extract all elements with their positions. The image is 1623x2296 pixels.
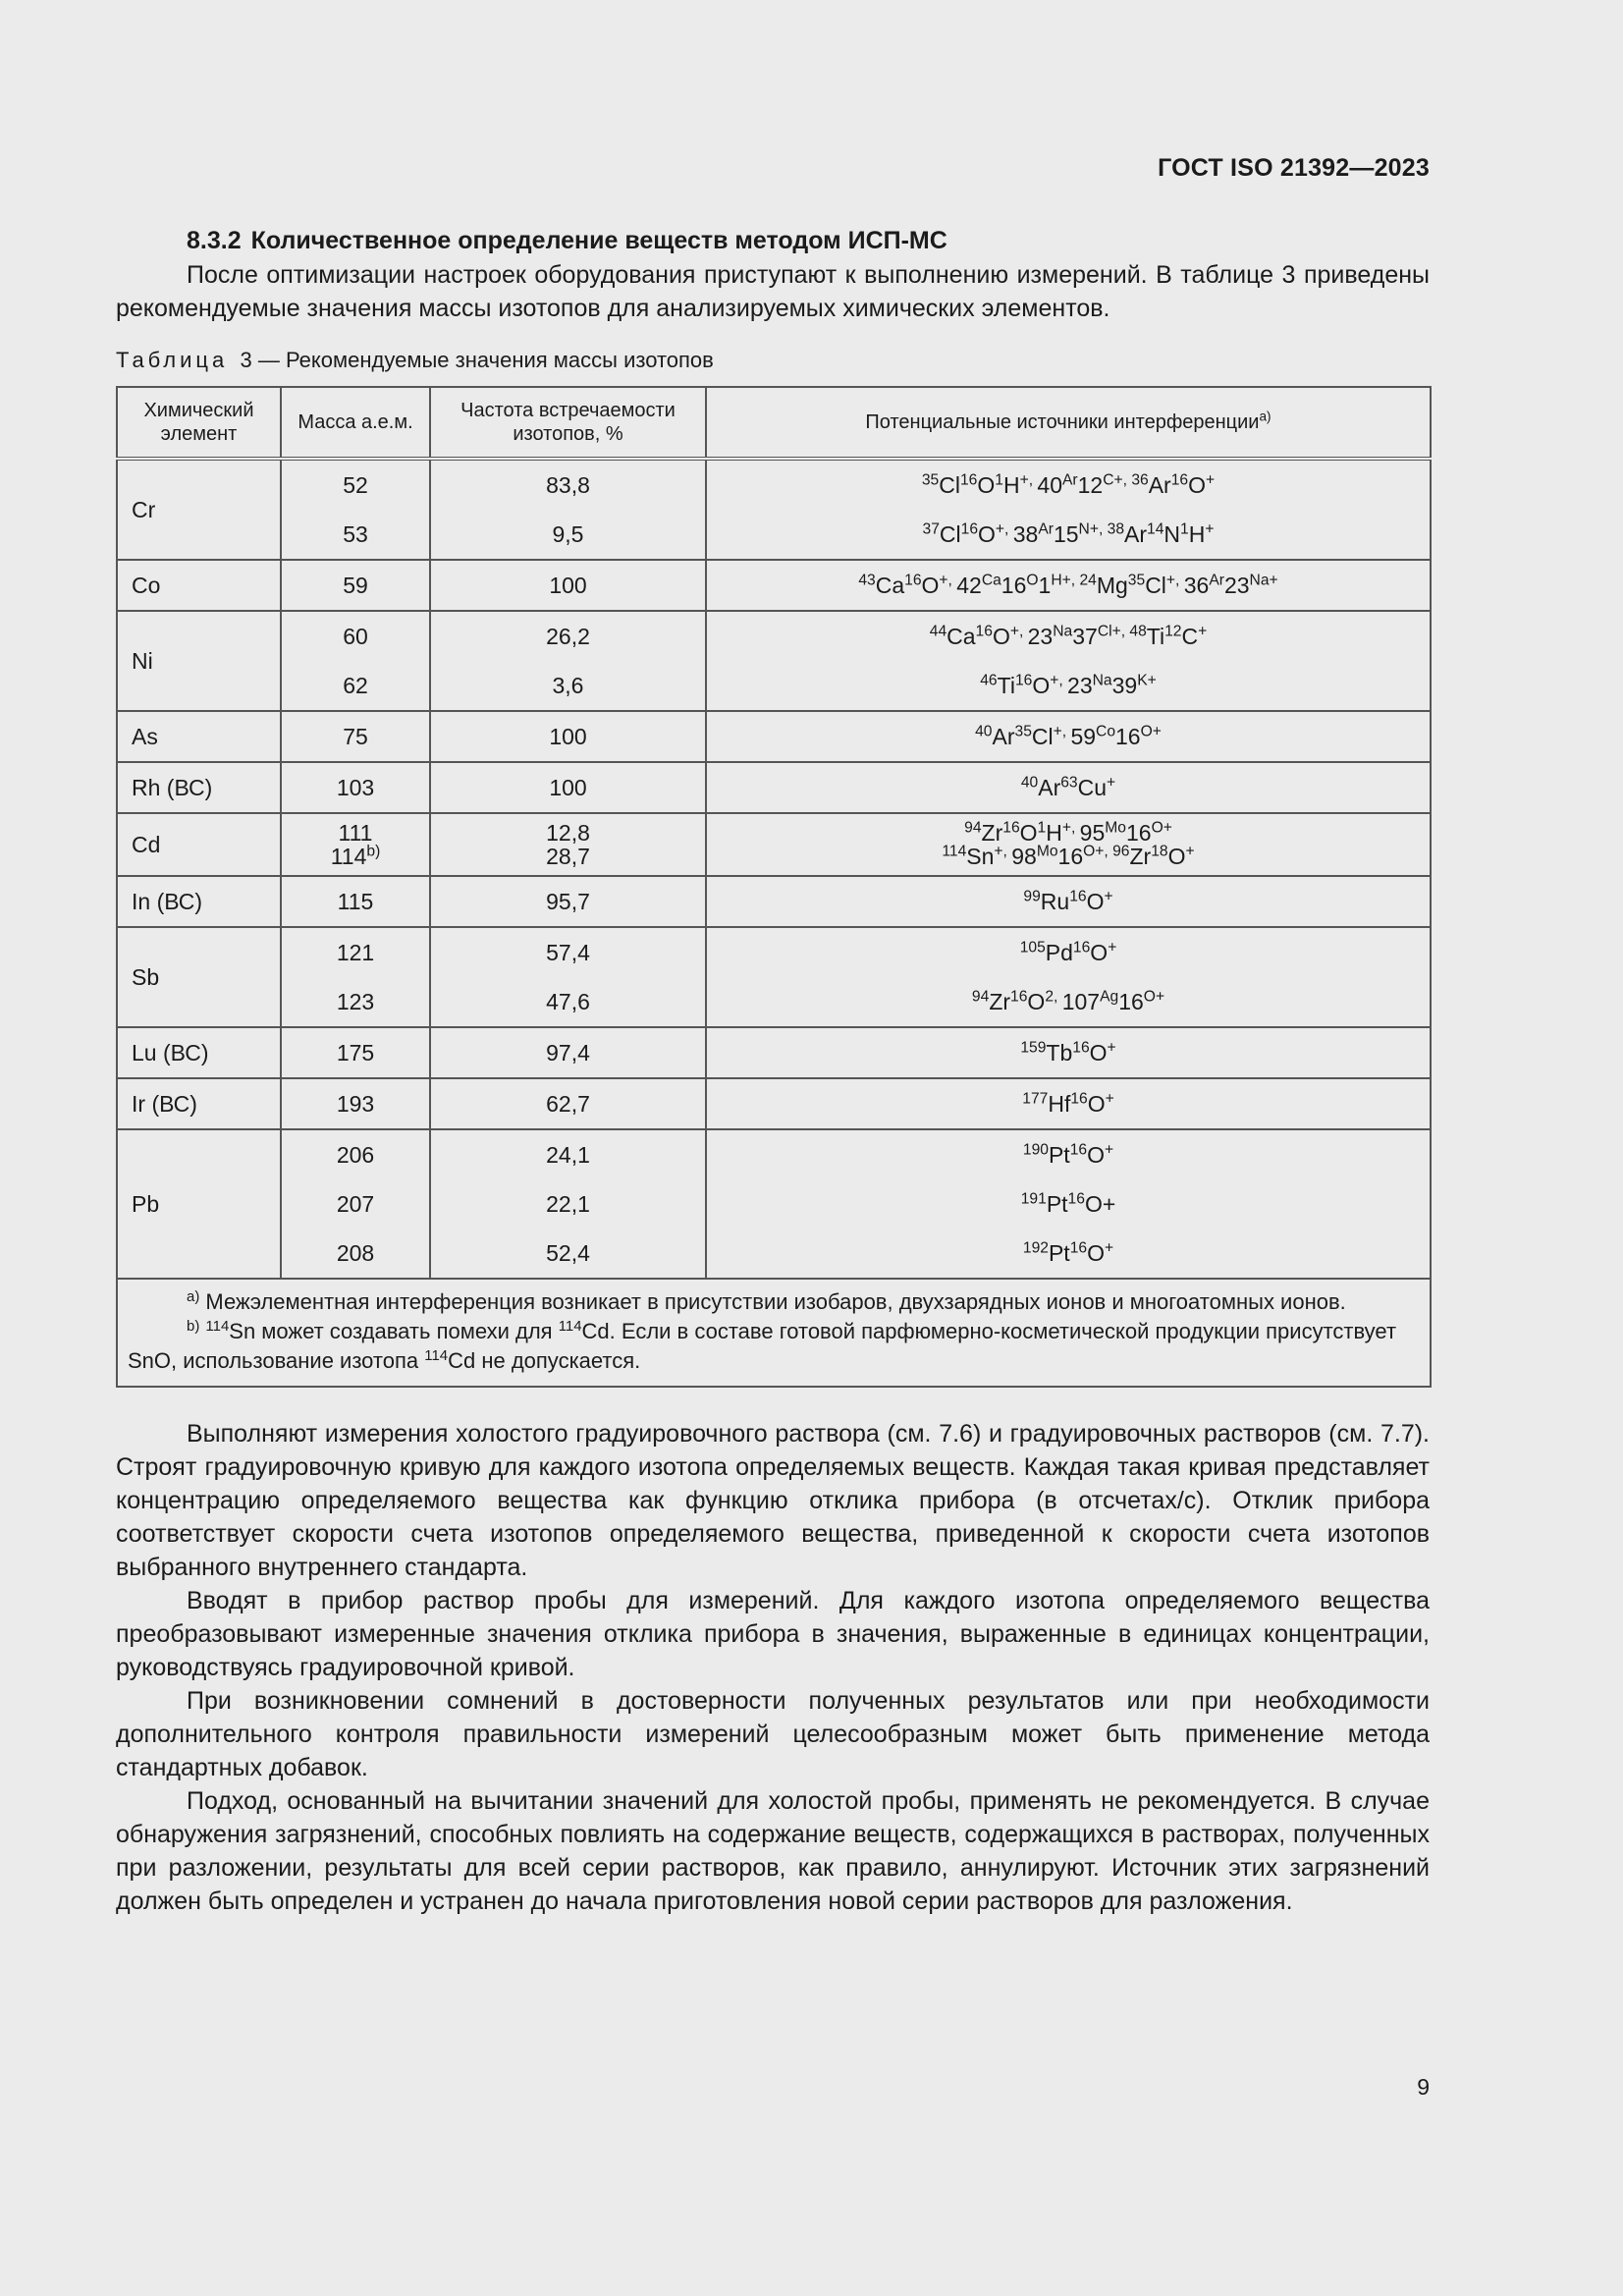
cell-mass: 62	[281, 661, 430, 711]
cell-mass: 207	[281, 1179, 430, 1229]
formula-superscript: +,	[1095, 843, 1113, 860]
formula-superscript: 35	[921, 470, 940, 488]
formula-text: Zr	[981, 820, 1003, 846]
formula-text: Ar	[1148, 471, 1171, 498]
cell-mass: 52	[281, 459, 430, 510]
formula-superscript: C	[1103, 470, 1114, 488]
formula-text: 16	[1125, 820, 1152, 846]
formula-text: O	[1087, 1239, 1105, 1266]
formula-superscript: Mo	[1105, 819, 1126, 837]
formula-text: O	[1090, 939, 1109, 965]
section-number: 8.3.2	[187, 227, 242, 254]
table-row	[117, 1027, 1431, 1078]
formula-superscript: 16	[1072, 1038, 1090, 1056]
formula-text: Cl	[939, 520, 961, 547]
cell-interference	[706, 762, 1431, 813]
formula-superscript: Ag	[1100, 987, 1119, 1005]
paragraph: Выполняют измерения холостого градуировочного раствора (см. 7.6) и градуировочных растворов (см. 7.7). Строят градуировочную кривую для каждого изотопа определяемых веществ. Каждая такая кривая представляет концентрацию определяемого вещества как функцию отклика прибора (в отсчетах/с). Отклик прибора соответствует скорости счета изотопов определяемого вещества, приведенной к скорости счета изотопов выбранного внутреннего стандарта.	[116, 1420, 1430, 1581]
formula-superscript: 94	[964, 819, 982, 837]
table-row	[117, 1129, 1431, 1179]
cell-mass: 208	[281, 1229, 430, 1279]
formula-text: O	[1087, 1090, 1106, 1117]
cell-interference	[706, 876, 1431, 927]
formula-superscript: Ca	[981, 571, 1001, 588]
formula-superscript: +	[1155, 987, 1165, 1005]
table-row	[117, 1179, 1431, 1229]
row-group-in	[117, 876, 1431, 927]
formula-superscript: +	[1107, 1038, 1116, 1056]
formula-text: Cl	[939, 471, 960, 498]
cell-element: As	[117, 711, 281, 762]
formula-text: O	[921, 572, 940, 598]
cell-mass: 123	[281, 977, 430, 1027]
formula-superscript: 192	[1022, 1238, 1049, 1256]
formula-superscript: +,	[1089, 519, 1108, 537]
table-caption	[116, 345, 1430, 376]
formula-superscript: 38	[1107, 519, 1125, 537]
formula-text: 98	[1011, 844, 1037, 869]
formula-superscript: 16	[959, 470, 978, 488]
formula-superscript: +,	[1061, 571, 1080, 588]
table-row	[117, 510, 1431, 560]
formula-superscript: +,	[1050, 671, 1068, 688]
footnote-b-mark: b)	[187, 1317, 200, 1335]
cell-interference-line-1	[707, 821, 1430, 845]
formula-superscript: Ar	[1062, 470, 1078, 488]
formula-superscript: 12	[1164, 622, 1182, 639]
cell-interference	[706, 1078, 1431, 1129]
header-element: Химический элемент	[117, 387, 281, 459]
formula-text: O	[992, 623, 1010, 649]
formula-superscript: 1	[1180, 519, 1189, 537]
formula-text: 23	[1223, 572, 1250, 598]
formula-superscript: 40	[975, 722, 993, 739]
cell-interference	[706, 1179, 1431, 1229]
formula-text: O	[1027, 988, 1046, 1014]
formula-superscript: 18	[1151, 843, 1168, 860]
cell-element: Cd	[117, 813, 281, 876]
formula-text: 42	[956, 572, 982, 598]
formula-superscript: K	[1137, 671, 1148, 688]
formula-text: Pd	[1045, 939, 1073, 965]
paragraph: Вводят в прибор раствор пробы для измерений. Для каждого изотопа определяемого вещества преобразовывают измеренные значения отклика прибора в значения, выраженные в единицах концентрации, руководствуясь градуировочной кривой.	[116, 1587, 1430, 1681]
formula-superscript: Mo	[1036, 843, 1058, 860]
formula-text: C	[1181, 623, 1199, 649]
formula-text: Ar	[1124, 520, 1148, 547]
table-row	[117, 711, 1431, 762]
formula-superscript: Ar	[1209, 571, 1224, 588]
cell-element: Sb	[117, 927, 281, 1027]
formula-text: Ar	[992, 723, 1015, 749]
cell-interference	[706, 611, 1431, 661]
formula-text: Cu	[1077, 774, 1108, 800]
formula-text: O	[1188, 471, 1206, 498]
formula-text: O	[978, 520, 996, 547]
cell-frequency: 100	[430, 762, 706, 813]
cell-interference	[706, 711, 1431, 762]
cell-interference-line-2	[707, 845, 1430, 868]
formula-superscript: +,	[1165, 571, 1184, 588]
formula-superscript: 16	[1069, 1140, 1088, 1158]
formula-text: Ru	[1040, 888, 1070, 914]
formula-superscript: O	[1083, 843, 1096, 860]
formula-superscript: O	[1143, 987, 1156, 1005]
formula-superscript: +,	[1113, 470, 1132, 488]
table-row	[117, 977, 1431, 1027]
cell-frequency: 9,5	[430, 510, 706, 560]
formula-superscript: 37	[922, 519, 940, 537]
table-caption-text: 3 — Рекомендуемые значения массы изотопов	[240, 348, 714, 372]
body-text	[116, 1417, 1430, 1918]
formula-superscript: +	[1104, 1140, 1114, 1158]
formula-text: 40	[1037, 471, 1062, 498]
cell-frequency-line-1: 12,8	[546, 820, 590, 846]
formula-text: O	[1089, 1039, 1108, 1066]
cell-frequency-line-2: 28,7	[546, 844, 590, 869]
table-row	[117, 1229, 1431, 1279]
formula-superscript: 114	[942, 843, 967, 860]
formula-superscript: O	[1140, 722, 1153, 739]
cell-frequency: 62,7	[430, 1078, 706, 1129]
formula-text: 36	[1183, 572, 1210, 598]
footnote-b-text-1: Sn может создавать помехи для	[229, 1319, 559, 1343]
formula-superscript: +	[1147, 671, 1157, 688]
cell-frequency: 22,1	[430, 1179, 706, 1229]
cell-element: Pb	[117, 1129, 281, 1279]
cell-frequency	[430, 813, 706, 876]
cell-interference	[706, 977, 1431, 1027]
paragraph: При возникновении сомнений в достоверности полученных результатов или при необходимости дополнительного контроля правильности измерений целесообразным может быть применение метода стандартных добавок.	[116, 1687, 1430, 1781]
formula-superscript: 94	[971, 987, 990, 1005]
formula-text: 15	[1053, 520, 1079, 547]
formula-superscript: 44	[929, 622, 947, 639]
section-title: Количественное определение веществ методом ИСП-МС	[250, 227, 947, 254]
cell-frequency: 100	[430, 711, 706, 762]
footnote-b-cd-mass-2: 114	[424, 1346, 449, 1364]
formula-text: O	[1019, 820, 1038, 846]
formula-superscript: 14	[1147, 519, 1164, 537]
formula-text: O+	[1084, 1190, 1116, 1217]
formula-text: 16	[1115, 723, 1141, 749]
formula-superscript: 16	[1002, 819, 1020, 837]
formula-superscript: Co	[1096, 722, 1116, 739]
table-row	[117, 611, 1431, 661]
cell-interference	[706, 560, 1431, 611]
formula-superscript: 16	[1010, 987, 1028, 1005]
formula-text: Ar	[1038, 774, 1061, 800]
table-row	[117, 661, 1431, 711]
formula-superscript: +	[1104, 887, 1113, 904]
table-header-row	[117, 387, 1431, 459]
formula-text: Pt	[1046, 1190, 1068, 1217]
cell-interference	[706, 661, 1431, 711]
cell-frequency: 95,7	[430, 876, 706, 927]
formula-text: 37	[1072, 623, 1098, 649]
row-group-pb	[117, 1129, 1431, 1279]
footnote-b-text-3: Cd не допускается.	[448, 1348, 641, 1373]
header-frequency: Частота встречаемости изотопов, %	[430, 387, 706, 459]
footnote-a-mark: a)	[187, 1287, 200, 1305]
formula-superscript: 63	[1060, 773, 1078, 791]
formula-superscript: 16	[1170, 470, 1189, 488]
cell-mass: 175	[281, 1027, 430, 1078]
footnote-a	[128, 1287, 1420, 1317]
table-caption-label: Таблица	[116, 348, 229, 372]
formula-superscript: 35	[1014, 722, 1032, 739]
footnote-b-sn-mass: 114	[205, 1317, 230, 1335]
table-row	[117, 762, 1431, 813]
formula-superscript: 1	[995, 470, 1003, 488]
formula-superscript: N	[1078, 519, 1090, 537]
formula-text: 23	[1067, 672, 1093, 698]
formula-superscript: Na	[1092, 671, 1112, 688]
cell-interference	[706, 813, 1431, 876]
cell-mass: 53	[281, 510, 430, 560]
formula-superscript: 16	[975, 622, 993, 639]
formula-superscript: +	[1206, 470, 1216, 488]
cell-mass-line-1: 111	[338, 820, 373, 846]
table-row	[117, 876, 1431, 927]
formula-superscript: +,	[1009, 622, 1028, 639]
formula-superscript: 190	[1022, 1140, 1049, 1158]
cell-mass: 193	[281, 1078, 430, 1129]
formula-superscript: O	[1151, 819, 1163, 837]
formula-superscript: Cl	[1097, 622, 1112, 639]
formula-superscript: 46	[980, 671, 998, 688]
formula-superscript: +	[1185, 843, 1195, 860]
cell-frequency: 24,1	[430, 1129, 706, 1179]
formula-text: O	[1087, 1141, 1105, 1168]
formula-text: 16	[1057, 844, 1084, 869]
formula-text: Ca	[947, 623, 976, 649]
row-group-cd	[117, 813, 1431, 876]
formula-text: Hf	[1048, 1090, 1071, 1117]
cell-element: Co	[117, 560, 281, 611]
formula-superscript: +,	[1111, 622, 1130, 639]
formula-text: O	[1167, 844, 1186, 869]
row-group-as	[117, 711, 1431, 762]
header-interference	[706, 387, 1431, 459]
cell-mass-value-2: 114	[330, 844, 367, 869]
formula-superscript: Na	[1053, 622, 1073, 639]
cell-element: Cr	[117, 459, 281, 560]
footnote-b	[128, 1317, 1420, 1376]
formula-superscript: +	[1163, 819, 1172, 837]
formula-superscript: 2,	[1045, 987, 1062, 1005]
formula-text: 12	[1077, 471, 1104, 498]
header-interference-note: a)	[1259, 409, 1271, 424]
cell-frequency: 26,2	[430, 611, 706, 661]
formula-text: O	[1086, 888, 1105, 914]
formula-superscript: 16	[904, 571, 922, 588]
formula-text: 38	[1012, 520, 1039, 547]
formula-superscript: 43	[858, 571, 876, 588]
formula-text: 107	[1061, 988, 1101, 1014]
cell-mass: 60	[281, 611, 430, 661]
formula-text: 39	[1111, 672, 1138, 698]
formula-text: 1	[1038, 572, 1052, 598]
formula-text: Mg	[1096, 572, 1128, 598]
table-row	[117, 927, 1431, 977]
formula-superscript: +	[1104, 1238, 1114, 1256]
formula-text: O	[1032, 672, 1051, 698]
cell-mass: 59	[281, 560, 430, 611]
cell-interference	[706, 1129, 1431, 1179]
cell-frequency: 52,4	[430, 1229, 706, 1279]
header-interference-label: Потенциальные источники интерференции	[865, 411, 1260, 433]
formula-text: Cl	[1145, 572, 1166, 598]
cell-frequency: 3,6	[430, 661, 706, 711]
formula-superscript: +	[1105, 1089, 1114, 1107]
formula-text: N	[1163, 520, 1181, 547]
formula-superscript: 16	[960, 519, 979, 537]
table-row	[117, 560, 1431, 611]
cell-interference	[706, 927, 1431, 977]
formula-superscript: 159	[1020, 1038, 1047, 1056]
formula-superscript: 16	[1069, 1238, 1088, 1256]
formula-superscript: +	[1205, 519, 1215, 537]
formula-text: 16	[1118, 988, 1144, 1014]
row-group-ni	[117, 611, 1431, 711]
cell-mass-line-2	[282, 845, 429, 868]
formula-text: Ti	[1146, 623, 1165, 649]
cell-mass: 103	[281, 762, 430, 813]
formula-superscript: 96	[1112, 843, 1130, 860]
paragraph: Подход, основанный на вычитании значений для холостой пробы, применять не рекомендуется. В случае обнаружения загрязнений, способных повлиять на содержание веществ, содержащихся в растворах, полученных при разложении, результаты для всей серии растворов, как правило, аннулируют. Источник этих загрязнений должен быть определен и устранен до начала приготовления новой серии растворов для разложения.	[116, 1787, 1430, 1915]
formula-text: 95	[1079, 820, 1106, 846]
formula-superscript: 24	[1079, 571, 1097, 588]
cell-mass: 75	[281, 711, 430, 762]
formula-superscript: +	[1198, 622, 1208, 639]
cell-element: Lu (ВС)	[117, 1027, 281, 1078]
footnote-b-text-2: Cd. Если в составе готовой парфюмерно-косметической продукции присутствует SnO, использование изотопа	[128, 1319, 1397, 1373]
formula-superscript: O	[1026, 571, 1039, 588]
table-row	[117, 813, 1431, 876]
table-footnotes-row	[117, 1279, 1431, 1387]
formula-superscript: 40	[1020, 773, 1039, 791]
formula-superscript: 16	[1014, 671, 1033, 688]
formula-text: Tb	[1046, 1039, 1073, 1066]
formula-superscript: +,	[994, 843, 1012, 860]
formula-text: 16	[1001, 572, 1027, 598]
formula-superscript: +,	[1061, 819, 1080, 837]
formula-text: Cl	[1031, 723, 1054, 749]
document-code: ГОСТ ISO 21392—2023	[1158, 154, 1430, 182]
formula-superscript: +	[1107, 773, 1116, 791]
formula-superscript: +,	[1053, 722, 1071, 739]
row-group-co	[117, 560, 1431, 611]
formula-superscript: 105	[1019, 938, 1046, 956]
cell-frequency: 100	[430, 560, 706, 611]
cell-element: Ni	[117, 611, 281, 711]
row-group-lu	[117, 1027, 1431, 1078]
formula-superscript: 191	[1020, 1189, 1047, 1207]
formula-text: Pt	[1048, 1239, 1070, 1266]
cell-mass: 206	[281, 1129, 430, 1179]
table-row	[117, 459, 1431, 510]
cell-frequency: 57,4	[430, 927, 706, 977]
footnote-b-cd-mass: 114	[558, 1317, 582, 1335]
cell-mass: 121	[281, 927, 430, 977]
header-mass: Масса а.е.м.	[281, 387, 430, 459]
row-group-cr	[117, 459, 1431, 560]
formula-superscript: 35	[1127, 571, 1146, 588]
formula-text: 59	[1070, 723, 1097, 749]
footnote-a-text: Межэлементная интерференция возникает в присутствии изобаров, двухзарядных ионов и многоатомных ионов.	[205, 1289, 1346, 1314]
formula-superscript: H	[1051, 571, 1062, 588]
cell-element: Ir (ВС)	[117, 1078, 281, 1129]
cell-frequency: 97,4	[430, 1027, 706, 1078]
table-footnotes	[117, 1279, 1431, 1387]
formula-superscript: +	[1152, 722, 1162, 739]
isotope-table	[116, 386, 1432, 1388]
row-group-sb	[117, 927, 1431, 1027]
cell-element: In (ВС)	[117, 876, 281, 927]
formula-superscript: +,	[1019, 470, 1038, 488]
formula-text: Zr	[1129, 844, 1152, 869]
cell-frequency: 47,6	[430, 977, 706, 1027]
row-group-rh	[117, 762, 1431, 813]
formula-superscript: Ar	[1038, 519, 1054, 537]
formula-text: O	[977, 471, 996, 498]
cell-element: Rh (ВС)	[117, 762, 281, 813]
formula-superscript: 177	[1022, 1089, 1049, 1107]
formula-superscript: 48	[1129, 622, 1147, 639]
table-row	[117, 1078, 1431, 1129]
footnote-ref-b: b)	[366, 843, 381, 860]
formula-text: Zr	[989, 988, 1011, 1014]
formula-text: Sn	[966, 844, 995, 869]
formula-superscript: 36	[1131, 470, 1149, 488]
cell-mass: 115	[281, 876, 430, 927]
cell-mass	[281, 813, 430, 876]
formula-superscript: 99	[1023, 887, 1041, 904]
section-intro: После оптимизации настроек оборудования приступают к выполнению измерений. В таблице 3 приведены рекомендуемые значения массы изотопов для анализируемых химических элементов.	[116, 261, 1430, 322]
formula-superscript: 16	[1067, 1189, 1085, 1207]
formula-text: Pt	[1048, 1141, 1070, 1168]
page-content	[116, 223, 1430, 1918]
formula-text: H	[1188, 520, 1206, 547]
formula-text: H	[1002, 471, 1020, 498]
formula-superscript: 16	[1072, 938, 1091, 956]
formula-text: 23	[1027, 623, 1054, 649]
formula-text: Ti	[997, 672, 1015, 698]
page-number: 9	[1417, 2074, 1430, 2100]
cell-interference	[706, 459, 1431, 510]
formula-superscript: 1	[1037, 819, 1047, 837]
section-heading	[187, 223, 1430, 258]
cell-interference	[706, 1229, 1431, 1279]
formula-superscript: +	[1108, 938, 1117, 956]
cell-interference	[706, 510, 1431, 560]
cell-interference	[706, 1027, 1431, 1078]
formula-superscript: 16	[1069, 887, 1087, 904]
formula-superscript: Na	[1249, 571, 1270, 588]
cell-frequency: 83,8	[430, 459, 706, 510]
formula-text: H	[1046, 820, 1062, 846]
formula-text: Ca	[875, 572, 905, 598]
formula-superscript: 16	[1070, 1089, 1088, 1107]
formula-superscript: +,	[995, 519, 1013, 537]
row-group-ir	[117, 1078, 1431, 1129]
formula-superscript: +	[1269, 571, 1278, 588]
formula-superscript: +,	[939, 571, 957, 588]
